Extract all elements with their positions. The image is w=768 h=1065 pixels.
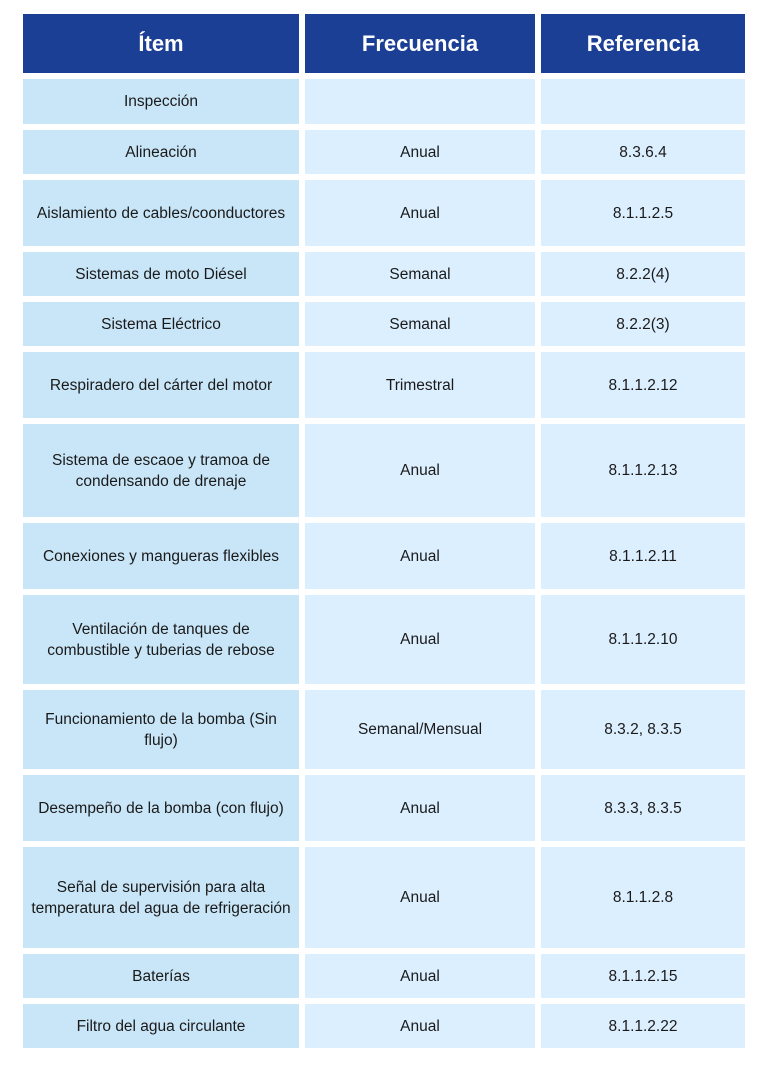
- table-row: [23, 847, 745, 948]
- reference-cell: 8.1.1.2.8: [541, 847, 745, 948]
- header-item: Ítem: [23, 14, 299, 73]
- item-cell: Desempeño de la bomba (con flujo): [23, 775, 299, 841]
- header-referencia: Referencia: [541, 14, 745, 73]
- reference-cell: 8.1.1.2.5: [541, 180, 745, 246]
- item-cell: Filtro del agua circulante: [23, 1004, 299, 1048]
- reference-cell: 8.1.1.2.22: [541, 1004, 745, 1048]
- table-header-row: [23, 14, 745, 73]
- item-cell: Baterías: [23, 954, 299, 998]
- frequency-cell: Anual: [305, 775, 535, 841]
- frequency-cell: Trimestral: [305, 352, 535, 418]
- reference-cell: 8.1.1.2.13: [541, 424, 745, 517]
- reference-cell: 8.2.2(4): [541, 252, 745, 296]
- reference-cell: 8.2.2(3): [541, 302, 745, 346]
- item-cell: Funcionamiento de la bomba (Sin flujo): [23, 690, 299, 769]
- item-cell: Sistema de escaoe y tramoa de condensando de drenaje: [23, 424, 299, 517]
- table-row: [23, 352, 745, 418]
- table-row: [23, 302, 745, 346]
- frequency-cell: Anual: [305, 595, 535, 684]
- item-cell: Inspección: [23, 79, 299, 124]
- item-cell: Sistema Eléctrico: [23, 302, 299, 346]
- table-row: [23, 130, 745, 174]
- reference-cell: 8.1.1.2.11: [541, 523, 745, 589]
- item-cell: Aislamiento de cables/coonductores: [23, 180, 299, 246]
- table-row: [23, 79, 745, 124]
- reference-cell: [541, 79, 745, 124]
- item-cell: Sistemas de moto Diésel: [23, 252, 299, 296]
- item-cell: Señal de supervisión para alta temperatura del agua de refrigeración: [23, 847, 299, 948]
- item-cell: Conexiones y mangueras flexibles: [23, 523, 299, 589]
- reference-cell: 8.3.2, 8.3.5: [541, 690, 745, 769]
- frequency-cell: Semanal: [305, 302, 535, 346]
- table-row: [23, 595, 745, 684]
- item-cell: Ventilación de tanques de combustible y tuberias de rebose: [23, 595, 299, 684]
- frequency-cell: Anual: [305, 130, 535, 174]
- item-cell: Respiradero del cárter del motor: [23, 352, 299, 418]
- table-row: [23, 954, 745, 998]
- table-row: [23, 775, 745, 841]
- reference-cell: 8.1.1.2.15: [541, 954, 745, 998]
- reference-cell: 8.3.3, 8.3.5: [541, 775, 745, 841]
- maintenance-table: [23, 14, 745, 1054]
- frequency-cell: Anual: [305, 847, 535, 948]
- frequency-cell: Semanal/Mensual: [305, 690, 535, 769]
- item-cell: Alineación: [23, 130, 299, 174]
- table-row: [23, 1004, 745, 1048]
- table-row: [23, 424, 745, 517]
- frequency-cell: [305, 79, 535, 124]
- table-row: [23, 690, 745, 769]
- frequency-cell: Anual: [305, 180, 535, 246]
- frequency-cell: Anual: [305, 424, 535, 517]
- reference-cell: 8.1.1.2.10: [541, 595, 745, 684]
- frequency-cell: Anual: [305, 1004, 535, 1048]
- reference-cell: 8.3.6.4: [541, 130, 745, 174]
- table-row: [23, 252, 745, 296]
- table-row: [23, 523, 745, 589]
- frequency-cell: Semanal: [305, 252, 535, 296]
- reference-cell: 8.1.1.2.12: [541, 352, 745, 418]
- frequency-cell: Anual: [305, 954, 535, 998]
- table-row: [23, 180, 745, 246]
- frequency-cell: Anual: [305, 523, 535, 589]
- header-frecuencia: Frecuencia: [305, 14, 535, 73]
